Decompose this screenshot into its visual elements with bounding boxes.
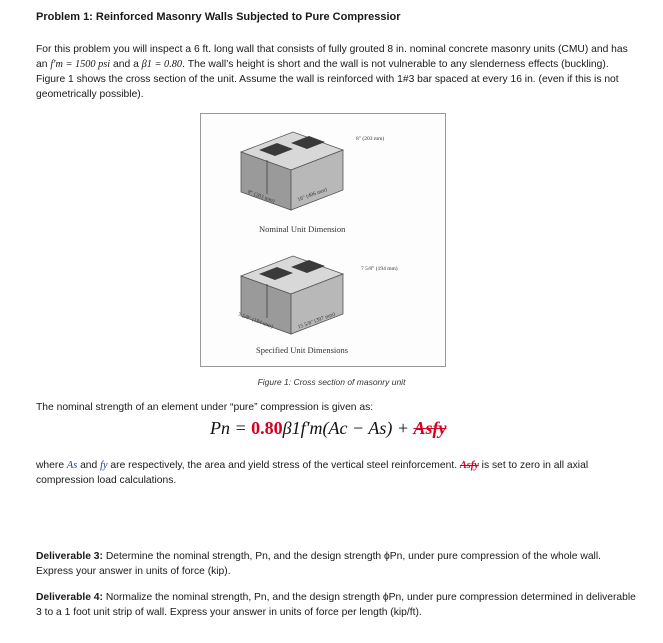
where-struck: Asfy xyxy=(459,460,479,471)
intro-part2: and a xyxy=(110,59,142,70)
intro-part1: For this problem you will inspect a 6 ft. long wall that consists of fully grouted 8 in. nominal concrete masonry units (CMU) and has an xyxy=(36,44,628,70)
specified-label: Specified Unit Dimensions xyxy=(256,345,349,355)
where-paragraph xyxy=(36,458,636,488)
deliverable-4-text: Normalize the nominal strength, Pn, and the design strength ϕPn, under pure compression determined in deliverable 3 to a 1 foot unit strip of wall. Express your answer in units of force per length (kip/ft). xyxy=(36,592,636,618)
cmu-block-nominal-image xyxy=(231,122,351,214)
problem-title: Problem 1: Reinforced Masonry Walls Subjected to Pure Compressior xyxy=(36,11,401,23)
fm-equation: f′m = 1500 psi xyxy=(50,59,111,70)
bottom-length-dim: 15 5/8" (397 mm) xyxy=(297,311,337,331)
nominal-strength-equation xyxy=(210,418,447,439)
deliverable-4 xyxy=(36,590,636,620)
intro-paragraph xyxy=(36,42,636,102)
where-part1: where xyxy=(36,460,67,471)
nominal-label: Nominal Unit Dimension xyxy=(259,224,346,234)
where-part4: is set to zero in all axial compression load calculations. xyxy=(36,460,589,486)
strength-intro: The nominal strength of an element under “pure” compression is given as: xyxy=(36,402,374,413)
eq-struck-term: Asfy xyxy=(413,418,447,438)
deliverable-3-label: Deliverable 3: xyxy=(36,551,103,562)
where-fy: fy xyxy=(100,460,108,471)
deliverable-4-label: Deliverable 4: xyxy=(36,592,103,603)
eq-middle: β1f′m(Ac − As) + xyxy=(282,418,414,438)
top-length-dim: 16" (406 mm) xyxy=(296,186,329,204)
bottom-height-dim: 7 5/8" (194 mm) xyxy=(361,266,398,272)
where-As: As xyxy=(66,460,78,471)
top-height-dim: 8" (203 mm) xyxy=(356,136,385,142)
deliverable-3 xyxy=(36,549,636,579)
bottom-width-dim: 7 5/8" (194 mm) xyxy=(237,311,274,331)
figure-caption: Figure 1: Cross section of masonry unit xyxy=(257,377,406,387)
beta-equation: β1 = 0.80 xyxy=(141,59,183,70)
cmu-block-specified-image xyxy=(231,246,351,338)
intro-part3: . The wall’s height is short and the wall is not vulnerable to any slenderness effects (buckling). Figure 1 shows the cross section of the unit. Assume the wall is reinforced with 1#3 bar spaced at every 16 in. (even if this is not geometrically possible). xyxy=(36,59,619,100)
where-part2: and xyxy=(77,460,101,471)
cmu-figure xyxy=(200,113,446,367)
eq-coefficient: 0.80 xyxy=(251,418,283,438)
deliverable-3-text: Determine the nominal strength, Pn, and the design strength ϕPn, under pure compression of the whole wall. Express your answer in units of force (kip). xyxy=(36,551,601,577)
eq-lhs: Pn = xyxy=(210,418,252,438)
where-part3: are respectively, the area and yield stress of the vertical steel reinforcement. xyxy=(107,460,460,471)
top-width-dim: 8" (203 mm) xyxy=(246,189,276,205)
